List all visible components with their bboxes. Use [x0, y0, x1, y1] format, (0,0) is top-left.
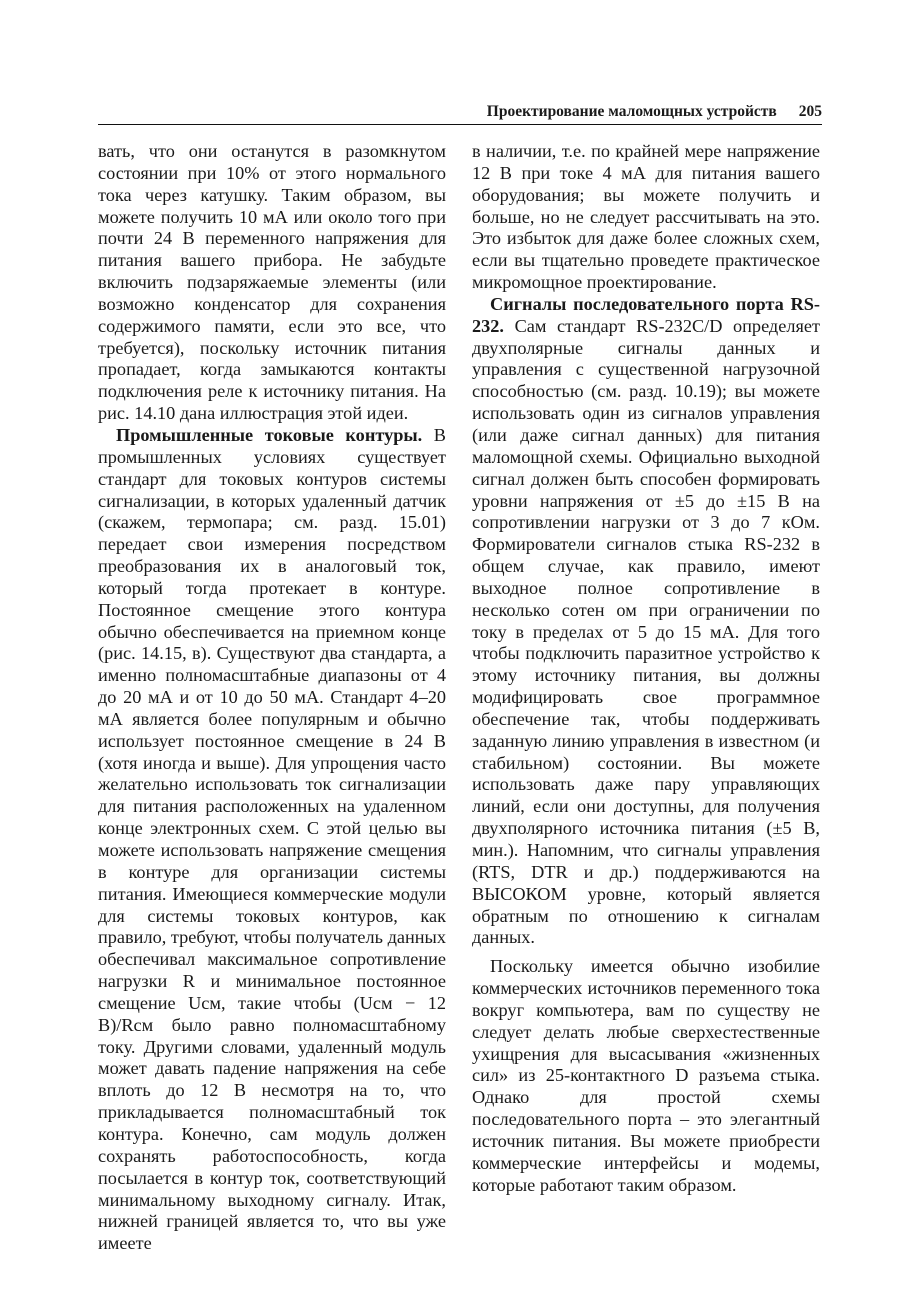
running-header [98, 103, 822, 125]
paragraph [98, 425, 446, 1255]
paragraph-body: В промышленных условиях существует стандарт для токовых контуров системы сигнализации, в которых удаленный датчик (скажем, термопара; см. разд. 15.01) передает свои измерения посредством преобразования их в аналоговый ток, который тогда протекает в контуре. Постоянное смещение этого контура обычно обеспечивается на приемном конце (рис. 14.15, в). Существуют два стандарта, а именно полномасштабные диапазоны от 4 до 20 мА и от 10 до 50 мА. Стандарт 4–20 мА является более популярным и обычно использует постоянное смещение в 24 В (хотя иногда и выше). Для упрощения часто желательно использовать ток сигнализации для питания расположенных на удаленном конце электронных схем. С этой целью вы можете использовать напряжение смещения в контуре для организации системы питания. Имеющиеся коммерческие модули для системы токовых контуров, как правило, требуют, чтобы получатель данных обеспечивал максимальное сопротивление нагрузки R и минимальное постоянное смещение Uсм, такие чтобы (Uсм − 12 В)/Rсм было равно полномасштабному току. Другими словами, удаленный модуль может давать падение напряжения на себе вплоть до 12 В несмотря на то, что прикладывается полномасштабный ток контура. Конечно, сам модуль должен сохранять работоспособность, когда посылается в контур ток, соответствующий минимальному выходному сигналу. Итак, нижней границей является то, что вы уже имеете [98, 424, 446, 1254]
paragraph-heading: Сигналы последовательного порта RS-232. [472, 293, 820, 336]
paragraph [472, 294, 820, 949]
paragraph-heading: Промышленные токовые контуры. [116, 424, 423, 445]
right-column [472, 141, 820, 1197]
paragraph: в наличии, т.е. по крайней мере напряжение 12 В при токе 4 мА для питания вашего оборудования; вы можете получить и больше, но не следует рассчитывать на это. Это избыток для даже более сложных схем, если вы тщательно проведете практическое микромощное проектирование. [472, 141, 820, 293]
paragraph-body: Сам стандарт RS-232C/D определяет двухполярные сигналы данных и управления с существенной нагрузочной способностью (см. разд. 10.19); вы можете использовать один из сигналов управления (или даже сигнал данных) для питания маломощной схемы. Официально выходной сигнал должен быть способен формировать уровни напряжения от ±5 до ±15 В на сопротивлении нагрузки от 3 до 7 кОм. Формирователи сигналов стыка RS-232 в общем случае, как правило, имеют выходное полное сопротивление в несколько сотен ом при ограничении по току в пределах от 5 до 15 мА. Для того чтобы подключить паразитное устройство к этому источнику питания, вы должны модифицировать свое программное обеспечение так, чтобы поддерживать заданную линию управления в известном (и стабильном) состоянии. Вы можете использовать даже пару управляющих линий, если они доступны, для получения двухполярного источника питания (±5 В, мин.). Напомним, что сигналы управления (RTS, DTR и др.) поддерживаются на ВЫСОКОМ уровне, который является обратным по отношению к сигналам данных. [472, 315, 820, 948]
paragraph: Поскольку имеется обычно изобилие коммерческих источников переменного тока вокруг компьютера, вам по существу не следует делать любые сверхестественные ухищрения для высасывания «жизненных сил» из 25-контактного D разъема стыка. Однако для простой схемы последовательного порта – это элегантный источник питания. Вы можете приобрести коммерческие интерфейсы и модемы, которые работают таким образом. [472, 956, 820, 1195]
paragraph: вать, что они останутся в разомкнутом состоянии при 10% от этого нормального тока через катушку. Таким образом, вы можете получить 10 мА или около того при почти 24 В переменного напряжения для питания вашего прибора. Не забудьте включить подзаряжаемые элементы (или возможно конденсатор для сохранения содержимого памяти, если это все, что требуется), поскольку источник питания пропадает, когда замыкаются контакты подключения реле к источнику питания. На рис. 14.10 дана иллюстрация этой идеи. [98, 141, 446, 424]
running-header-title: Проектирование маломощных устройств [486, 103, 777, 120]
page-number: 205 [798, 103, 822, 120]
left-column [98, 141, 446, 1255]
header-rule [98, 124, 822, 125]
